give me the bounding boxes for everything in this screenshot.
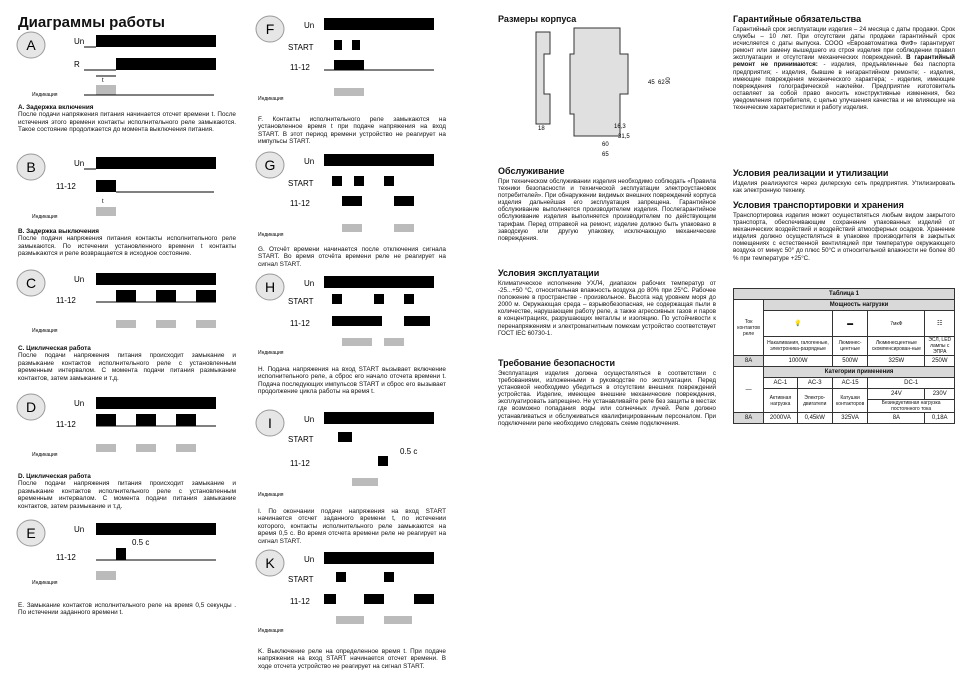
diagram-d [14, 392, 234, 464]
caption-b: В. Задержка выключения После подачи напряжения питания контакты исполнительного реле замыкаются. По истечении установленного времени t контакты размыкаются и реле возвращается в исходное состояние. [18, 228, 236, 258]
svg-text:D: D [25, 399, 37, 415]
svg-text:Индикация: Индикация [258, 492, 284, 498]
svg-text:Индикация: Индикация [32, 452, 58, 458]
dims-title: Размеры корпуса [498, 14, 577, 24]
safety-title: Требование безопасности [498, 358, 616, 368]
transport-title: Условия транспортировки и хранения [733, 200, 904, 210]
svg-text:START: START [288, 43, 314, 52]
svg-text:C: C [25, 275, 37, 291]
svg-text:START: START [288, 575, 314, 584]
svg-text:Un: Un [74, 525, 85, 534]
caption-g: G. Отсчёт времени начинается после отключения сигнала START. Во время отсчёта времени реле не реагирует на сигнал START. [258, 246, 446, 268]
esl-icon: ☷ [925, 311, 955, 337]
svg-text:H: H [264, 279, 276, 295]
diagram-f [254, 14, 444, 102]
svg-text:Индикация: Индикация [32, 92, 58, 98]
svg-text:Un: Un [304, 279, 315, 288]
svg-text:11-12: 11-12 [290, 199, 310, 208]
svg-text:START: START [288, 435, 314, 444]
diagram-g [254, 150, 444, 240]
warranty-text: Гарантийный срок эксплуатации изделия – 24 месяца с даты продажи. Срок службы – 10 лет. При отсутствии даты продажи гарантийный срок исчисляется с даты выпуска. СООО «Евроавтоматика ФиФ» гарантирует ремонт или замену вышедшего из строя изделия при соблюдении правил эксплуатации и отсутствии механических повреждений. В гарантийный ремонт не принимаются: - изделия, предъявленные без паспорта предприятия; - изделия, бывшие в негарантийном ремонте; - изделия, имеющие повреждения механического характера; - изделия, имеющие повреждения голографической наклейки. Предприятие изготовитель оставляет за собой право вносить конструктивные изменения, без уведомления потребителя, с целью улучшения качества и не влияющие на технические характеристики и работу изделия. [733, 26, 955, 112]
svg-text:0.5 с: 0.5 с [132, 538, 150, 547]
obs-text: При техническом обслуживании изделия необходимо соблюдать «Правила техники безопасности и технической эксплуатации электроустановок потребителей». При обнаружении видимых внешних повреждений корпуса изделия дальнейшая его эксплуатация запрещена. Гарантийное обслуживание выполняется производителем изделия. Послегарантийное обслуживание изделия выполняется производителем по действующим тарифам. Перед отправкой на ремонт, изделие должно быть упаковано в заводскую или другую упаковку, исключающую механические повреждения. [498, 178, 716, 242]
svg-text:60: 60 [602, 142, 609, 148]
expl-title: Условия эксплуатации [498, 268, 600, 278]
svg-text:Индикация: Индикация [32, 214, 58, 220]
svg-text:I: I [268, 415, 272, 431]
svg-text:Un: Un [304, 415, 315, 424]
svg-text:Индикация: Индикация [258, 232, 284, 238]
page-title: Диаграммы работы [18, 14, 165, 31]
svg-text:16,3: 16,3 [614, 124, 626, 130]
svg-text:Un: Un [74, 399, 85, 408]
svg-text:11-12: 11-12 [56, 296, 76, 305]
caption-c: С. Циклическая работа После подачи напряжения питания происходит замыкание и размыкание контактов исполнительного реле с установленным временным интервалом. С момента подачи питания размыкание контактов, затем замыкание и т.д. [18, 345, 236, 382]
diagram-b [14, 152, 234, 222]
svg-text:B: B [26, 159, 36, 175]
svg-text:F: F [265, 21, 275, 37]
svg-text:Индикация: Индикация [258, 350, 284, 356]
svg-text:Un: Un [304, 555, 315, 564]
svg-text:t: t [102, 78, 104, 84]
svg-text:Un: Un [74, 275, 85, 284]
svg-text:31,5: 31,5 [618, 134, 630, 140]
table-1: Таблица 1 Ток контактов реле Мощность нагрузки 💡 ▬ 7мкФ ☷ Накаливания, галогенные, электроника-разрядные Люминес-центные Люминесцентные скомпенсирован-ные ЭСЛ, LED лампы с ЭПРА 8A 1000W 500W 325W 250W ― Категории применения AC-1 AC-3 AC-15 DC-1 Активная нагрузка Электро-двигатели Катушки контакторов 24V 230V Безиндуктивная нагрузка постоянного тока 8A 2000VA 0,45kW 325VA 8A 0,18A [733, 288, 955, 424]
svg-text:G: G [264, 157, 276, 173]
caption-f: F. Контакты исполнительного реле замыкаются на установленное время t при подаче напряжения на вход START. В этот период времени устройство не реагирует на импульсы START. [258, 116, 446, 146]
lamp-icon: 💡 [764, 311, 833, 337]
svg-text:Индикация: Индикация [258, 628, 284, 634]
svg-text:11-12: 11-12 [56, 420, 76, 429]
svg-text:11-12: 11-12 [290, 459, 310, 468]
svg-text:18: 18 [538, 126, 545, 132]
svg-text:Индикация: Индикация [32, 580, 58, 586]
expl-text: Климатическое исполнение УХЛ4, диапазон рабочих температур от -25...+50 °С, относительная влажность воздуха до 80% при 25°С. Рабочее положение в пространстве - произвольное. Высота над уровнем моря до 2000 м. Окружающая среда – взрывобезопасная, не содержащая пыли в количестве, нарушающем работу реле, а также агрессивных газов и паров в концентрациях, разрушающих металлы и изоляцию. По устойчивости к перенапряжениям и электромагнитным помехам устройство соответствует ГОСТ IEC 60730-1. [498, 280, 716, 337]
svg-text:45: 45 [648, 80, 655, 86]
svg-text:11-12: 11-12 [56, 553, 76, 562]
svg-text:11-12: 11-12 [290, 319, 310, 328]
diagram-h [254, 272, 444, 358]
sale-text: Изделия реализуются через дилерскую сеть предприятия. Утилизировать как электронную технику. [733, 180, 955, 195]
diagram-i [254, 408, 444, 500]
caption-d: D. Циклическая работа После подачи напряжения питания происходит замыкание и размыкание контактов исполнительного реле с установленным временным интервалом. С момента подачи питания замыкание контактов, затем размыкание и т.д. [18, 473, 236, 510]
caption-h: H. Подача напряжения на вход START вызывает включение исполнительного реле, а сброс его начало отсчета времени t. Подача последующих импульсов START и сброс его вызывает продолжение цикла работы на время t. [258, 366, 446, 396]
transport-text: Транспортировка изделия может осуществляться любым видом закрытого транспорта, обеспечивающим сохранение упакованных изделий от механических воздействий и воздействий атмосферных осадков. Хранение изделия должно осуществляться в упаковке производителя в закрытых помещениях с естественной вентиляцией при температуре окружающего воздуха от минус 50° до плюс 50°С и относительной влажности не более 80 % при температуре +25°С. [733, 212, 955, 262]
caption-k: K. Выключение реле на определенное время t. При подаче напряжения на вход START начинается отсчет времени. В ходе отсчета устройство не реагирует на сигнал START. [258, 648, 446, 670]
svg-text:Un: Un [304, 157, 315, 166]
svg-text:Un: Un [74, 159, 85, 168]
safety-text: Эксплуатация изделия должна осуществляться в соответствии с требованиями, изложенными в руководстве по эксплуатации. Перед установкой необходимо убедиться в отсутствии внешних повреждений устройства. Изделие, имеющее внешние механические повреждения, эксплуатировать запрещено. Не устанавливайте реле без защиты в местах где возможно попадания воды или солнечных лучей. Реле должно устанавливаться и обслуживаться квалифицированным персоналом. При подключении реле необходимо следовать схеме подключения. [498, 370, 716, 427]
svg-text:62: 62 [658, 80, 665, 86]
diagram-e [14, 518, 234, 590]
svg-text:START: START [288, 179, 314, 188]
svg-text:Индикация: Индикация [32, 328, 58, 334]
caption-a: А. Задержка включения После подачи напряжения питания начинается отсчет времени t. После истечения этого времени контакты исполнительного реле замыкаются. Такое состояние продолжается до момента выключения питания. [18, 104, 236, 134]
diagram-a [14, 30, 234, 102]
svg-text:E: E [26, 525, 36, 541]
svg-text:Un: Un [74, 37, 85, 46]
housing-drawing [530, 24, 690, 162]
svg-text:t: t [102, 199, 104, 205]
svg-text:Un: Un [304, 21, 315, 30]
svg-text:90: 90 [666, 77, 672, 84]
warranty-title: Гарантийные обязательства [733, 14, 862, 24]
svg-text:0.5 с: 0.5 с [400, 447, 418, 456]
caption-i: I. По окончании подачи напряжения на вход START начинается отсчет заданного времени t, по истечении которого, контакты исполнительного реле замыкаются на время 0,5 с. Во время отсчета времени реле не реагирует на сигнал START. [258, 508, 446, 545]
diagram-letter: A [26, 37, 36, 53]
svg-text:Индикация: Индикация [258, 96, 284, 102]
svg-text:11-12: 11-12 [290, 597, 310, 606]
svg-text:65: 65 [602, 152, 609, 158]
svg-text:START: START [288, 297, 314, 306]
sale-title: Условия реализации и утилизации [733, 168, 889, 178]
svg-text:11-12: 11-12 [56, 182, 76, 191]
diagram-k [254, 548, 444, 640]
obs-title: Обслуживание [498, 166, 565, 176]
caption-e: Е. Замыкание контактов исполнительного реле на время 0,5 секунды . По истечении заданного времени t. [18, 602, 236, 617]
svg-text:R: R [74, 60, 80, 69]
svg-text:K: K [265, 555, 275, 571]
diagram-c [14, 268, 234, 340]
svg-text:11-12: 11-12 [290, 63, 310, 72]
